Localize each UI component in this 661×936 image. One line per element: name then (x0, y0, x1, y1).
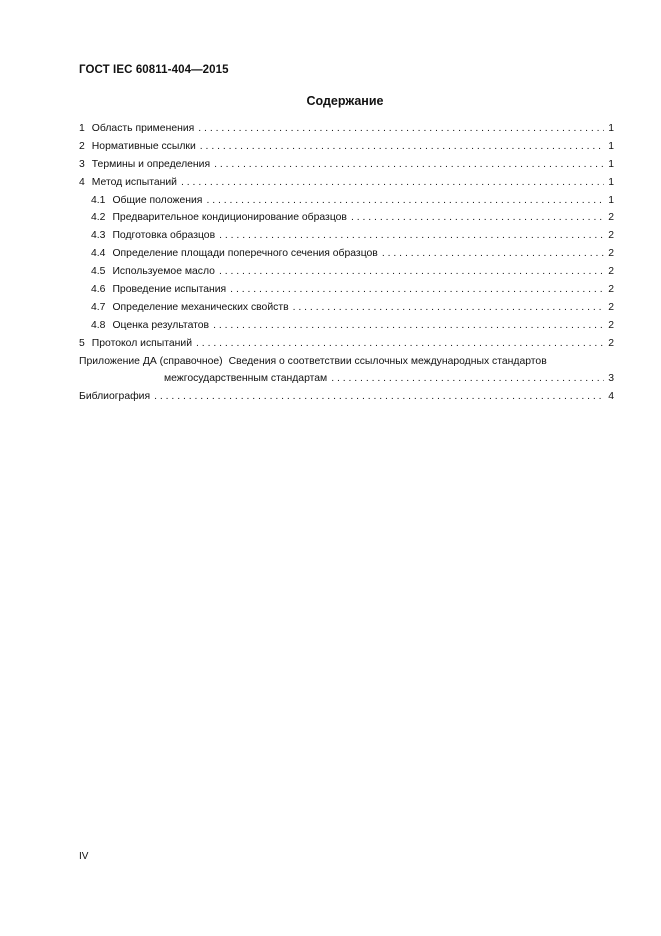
toc-item-3[interactable] (79, 156, 614, 174)
toc-item-4-1[interactable] (79, 192, 614, 210)
toc-item-page: 3 (608, 373, 614, 385)
toc-item-number: 4.7 (91, 301, 106, 313)
toc-item-4-4[interactable] (79, 245, 614, 263)
toc-item-number: 4.3 (91, 230, 106, 242)
toc-item-page: 2 (608, 266, 614, 278)
toc-bibliography[interactable] (79, 388, 614, 406)
toc-leader-dots (214, 156, 604, 174)
toc-item-page: 1 (608, 140, 614, 152)
toc-item-5[interactable] (79, 335, 614, 353)
toc-leader-dots (331, 370, 604, 388)
toc-item-page: 1 (608, 123, 614, 134)
toc-leader-dots (219, 227, 604, 245)
toc-item-label: Протокол испытаний (91, 337, 193, 349)
toc-item-4[interactable] (79, 174, 614, 192)
annex-title-line1: Сведения о соответствии ссылочных международных стандартов (228, 355, 547, 367)
toc-item-page: 4 (608, 391, 614, 403)
toc-item-4-5[interactable] (79, 263, 614, 281)
annex-title-continuation (79, 370, 614, 388)
toc-item-label: Область применения (91, 123, 195, 134)
document-header: ГОСТ IEC 60811-404—2015 (79, 64, 229, 76)
toc-item-page: 2 (608, 230, 614, 242)
toc-item-label: Библиография (79, 391, 151, 403)
toc-item-page: 1 (608, 176, 614, 188)
toc-leader-dots (213, 317, 604, 335)
toc-item-page: 2 (608, 301, 614, 313)
toc-item-page: 1 (608, 194, 614, 206)
table-of-contents (79, 120, 614, 406)
toc-item-1[interactable] (79, 120, 614, 138)
toc-item-label: Подготовка образцов (112, 230, 216, 242)
toc-leader-dots (206, 192, 604, 210)
toc-item-number: 4.1 (91, 194, 106, 206)
toc-item-2[interactable] (79, 138, 614, 156)
toc-item-4-7[interactable] (79, 299, 614, 317)
toc-item-page: 2 (608, 337, 614, 349)
toc-item-number: 3 (79, 158, 85, 170)
toc-item-label: Общие положения (112, 194, 203, 206)
toc-item-number: 4.6 (91, 284, 106, 296)
toc-item-label: Оценка результатов (112, 319, 210, 331)
toc-item-label: Проведение испытания (112, 284, 227, 296)
toc-item-label: Термины и определения (91, 158, 211, 170)
toc-item-number: 4.5 (91, 266, 106, 278)
toc-leader-dots (351, 209, 604, 227)
toc-item-page: 2 (608, 212, 614, 224)
toc-item-label: Предварительное кондиционирование образцов (112, 212, 347, 224)
toc-leader-dots (293, 299, 605, 317)
annex-label: Приложение ДА (справочное) (79, 355, 223, 367)
toc-leader-dots (200, 138, 604, 156)
toc-item-number: 4.4 (91, 248, 106, 260)
toc-item-number: 5 (79, 337, 85, 349)
toc-item-page: 1 (608, 158, 614, 170)
toc-leader-dots (382, 245, 604, 263)
toc-item-page: 2 (608, 248, 614, 260)
toc-leader-dots (219, 263, 604, 281)
toc-item-page: 2 (608, 284, 614, 296)
toc-item-4-2[interactable] (79, 209, 614, 227)
annex-heading-line (79, 353, 614, 371)
toc-item-label: Используемое масло (112, 266, 215, 278)
annex-title-line2: межгосударственным стандартам (164, 373, 328, 385)
toc-item-number: 2 (79, 140, 85, 152)
toc-item-number: 1 (79, 123, 85, 134)
toc-item-label: Нормативные ссылки (91, 140, 196, 152)
toc-title: Содержание (306, 94, 384, 108)
toc-item-number: 4.8 (91, 319, 106, 331)
toc-item-number: 4.2 (91, 212, 106, 224)
toc-item-label: Определение площади поперечного сечения образцов (112, 248, 378, 260)
toc-leader-dots (198, 120, 604, 138)
toc-item-4-3[interactable] (79, 227, 614, 245)
toc-item-label: Метод испытаний (91, 176, 177, 188)
toc-item-number: 4 (79, 176, 85, 188)
toc-leader-dots (154, 388, 604, 406)
toc-item-4-6[interactable] (79, 281, 614, 299)
toc-leader-dots (196, 335, 604, 353)
toc-leader-dots (181, 174, 604, 192)
toc-item-label: Определение механических свойств (112, 301, 289, 313)
toc-leader-dots (230, 281, 604, 299)
toc-item-page: 2 (608, 319, 614, 331)
page-number: IV (79, 851, 89, 862)
toc-annex[interactable] (79, 353, 614, 389)
toc-item-4-8[interactable] (79, 317, 614, 335)
